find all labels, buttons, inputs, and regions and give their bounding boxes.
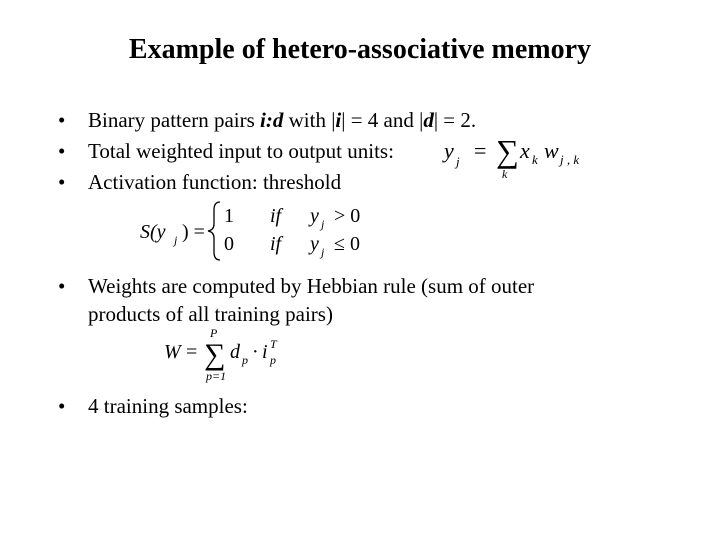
eq-w: w — [544, 138, 559, 163]
bullet-text: Activation function: threshold — [88, 170, 342, 194]
bullet-text-d: d — [423, 108, 434, 132]
equation-hebbian — [160, 326, 300, 384]
eq-heb-d-sub: p — [242, 353, 248, 367]
eq-heb-sigma: ∑ — [204, 338, 226, 371]
bullet-hebbian — [58, 272, 534, 328]
bullet-marker: • — [58, 274, 66, 298]
eq-case2-if: if — [270, 233, 282, 255]
eq-case2-cond: ≤ 0 — [334, 233, 360, 255]
brace-icon — [208, 202, 220, 260]
bullet-text: 4 training samples: — [88, 394, 248, 418]
bullet-text-i: i — [335, 108, 342, 132]
bullet-marker: • — [58, 394, 66, 418]
bullet-text-line2: products of all training pairs) — [88, 302, 333, 326]
bullet-text-mid2: | = 4 and | — [341, 108, 424, 132]
bullet-text-mid1: with | — [283, 108, 336, 132]
bullet-marker: • — [58, 139, 66, 163]
eq-case1-cond: > 0 — [334, 205, 361, 227]
eq-act-lhs-sub: j — [174, 233, 178, 247]
eq-case2-sub: j — [321, 245, 325, 259]
bullet-text-pre: Binary pattern pairs — [88, 108, 261, 132]
eq-heb-equals: = — [186, 341, 198, 363]
bullet-weighted-input — [58, 137, 394, 165]
eq-lhs-sub: j — [456, 154, 460, 169]
bullet-text: Total weighted input to output units: — [88, 139, 394, 163]
eq-lhs-y: y — [444, 138, 454, 163]
eq-w-sub: j , k — [560, 152, 580, 167]
bullet-activation — [58, 168, 341, 196]
bullet-text-pair: i:d — [260, 108, 284, 132]
equation-weighted-input — [440, 132, 600, 182]
bullet-marker: • — [58, 170, 66, 194]
eq-heb-i-sup: T — [270, 337, 277, 351]
eq-heb-i: i — [262, 341, 268, 363]
eq-sum-sub: k — [502, 167, 508, 181]
eq-heb-d: d — [230, 341, 240, 363]
eq-act-lhs: S(y — [140, 221, 166, 243]
bullet-pattern-pairs — [58, 106, 476, 134]
eq-case1-if: if — [270, 205, 282, 227]
equation-activation — [138, 198, 388, 262]
bullet-training-samples — [58, 392, 248, 420]
eq-sigma: ∑ — [496, 133, 519, 169]
eq-case2-var: y — [310, 233, 319, 255]
eq-case1-val: 1 — [224, 205, 234, 227]
bullet-marker: • — [58, 108, 66, 132]
slide-title: Example of hetero-associative memory — [128, 34, 592, 65]
eq-equals: = — [474, 138, 487, 163]
eq-case2-val: 0 — [224, 233, 234, 255]
eq-x-sub: k — [532, 152, 538, 167]
eq-case1-var: y — [310, 205, 319, 227]
bullet-text-line1: Weights are computed by Hebbian rule (sum of outer — [88, 274, 535, 298]
eq-heb-lhs: W — [164, 341, 181, 363]
eq-case1-sub: j — [321, 217, 325, 231]
eq-heb-sum-bot: p=1 — [206, 369, 227, 383]
eq-heb-sum-top: P — [210, 326, 218, 340]
eq-x: x — [520, 138, 530, 163]
bullet-text-post: | = 2. — [433, 108, 477, 132]
eq-heb-i-sub: p — [270, 353, 276, 367]
eq-act-lhs-close: ) = — [182, 221, 205, 243]
eq-heb-dot: · — [252, 341, 259, 363]
